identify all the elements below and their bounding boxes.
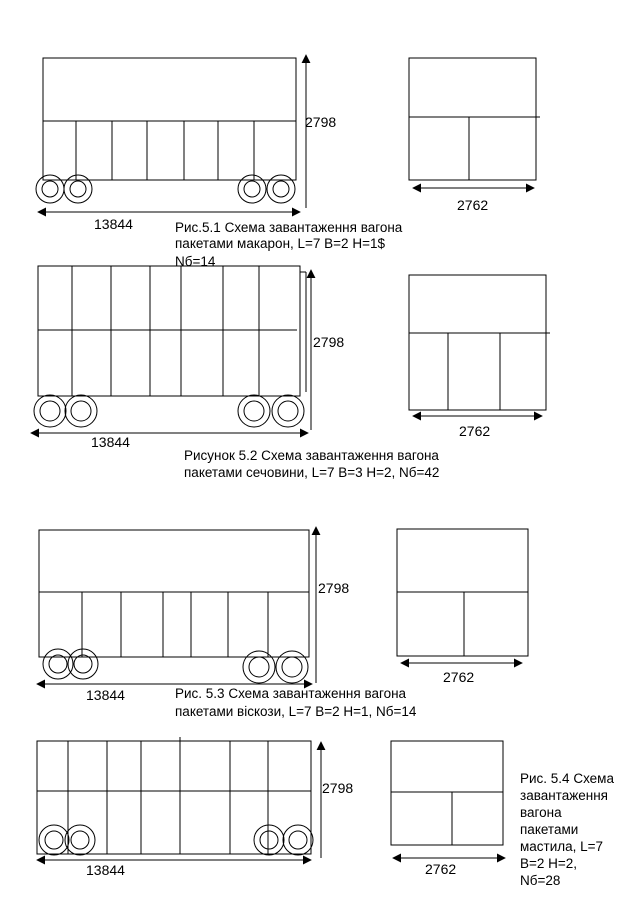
caption-line: завантаження	[520, 788, 608, 803]
width-label: 2762	[457, 197, 489, 213]
figure-5-2	[31, 266, 550, 433]
wheel	[36, 175, 64, 203]
wheel	[243, 651, 275, 683]
wagon-side-view	[43, 58, 296, 180]
wheel	[65, 395, 97, 427]
length-label: 13844	[91, 434, 130, 450]
caption-line: пакетами віскози, L=7 B=2 H=1, Nб=14	[175, 704, 417, 719]
figure-5-1	[36, 55, 540, 212]
height-label: 2798	[313, 334, 345, 350]
wheel	[283, 825, 313, 855]
length-label: 13844	[86, 862, 125, 878]
height-label: 2798	[318, 580, 350, 596]
caption-line: мастила, L=7	[520, 839, 604, 854]
wheel	[267, 175, 295, 203]
wheel	[254, 825, 284, 855]
wagon-end-view	[409, 58, 536, 180]
wagon-side-view	[38, 266, 300, 396]
caption-line: Nб=28	[520, 873, 561, 888]
caption-line: Nб=14	[175, 254, 216, 269]
caption-line: пакетами	[520, 822, 579, 837]
height-label: 2798	[305, 114, 337, 130]
wheel	[272, 395, 304, 427]
wheel	[276, 651, 308, 683]
width-label: 2762	[443, 669, 475, 685]
wagon-end-view	[391, 741, 503, 845]
width-label: 2762	[459, 423, 491, 439]
wheel	[238, 175, 266, 203]
caption-line: Рис. 5.3 Схема завантаження вагона	[175, 686, 407, 701]
caption-line: Рис. 5.4 Схема	[520, 771, 614, 786]
height-label: 2798	[322, 780, 354, 796]
wagon-side-view	[37, 741, 311, 854]
figure-5-3	[37, 527, 528, 684]
caption-line: Рис.5.1 Схема завантаження вагона	[175, 220, 403, 235]
caption-line: пакетами макарон, L=7 B=2 H=1$	[175, 236, 385, 251]
wheel	[34, 395, 66, 427]
length-label: 13844	[86, 687, 125, 703]
length-label: 13844	[94, 216, 133, 232]
wheel	[64, 175, 92, 203]
caption-line: Рисунок 5.2 Схема завантаження вагона	[184, 448, 439, 463]
width-label: 2762	[425, 861, 457, 877]
figure-5-4	[37, 737, 505, 860]
wheel	[238, 395, 270, 427]
caption-line: пакетами сечовини, L=7 B=3 H=2, Nб=42	[184, 465, 440, 480]
caption-line: B=2 H=2,	[520, 856, 578, 871]
wagon-end-view	[409, 275, 546, 410]
caption-line: вагона	[520, 805, 562, 820]
